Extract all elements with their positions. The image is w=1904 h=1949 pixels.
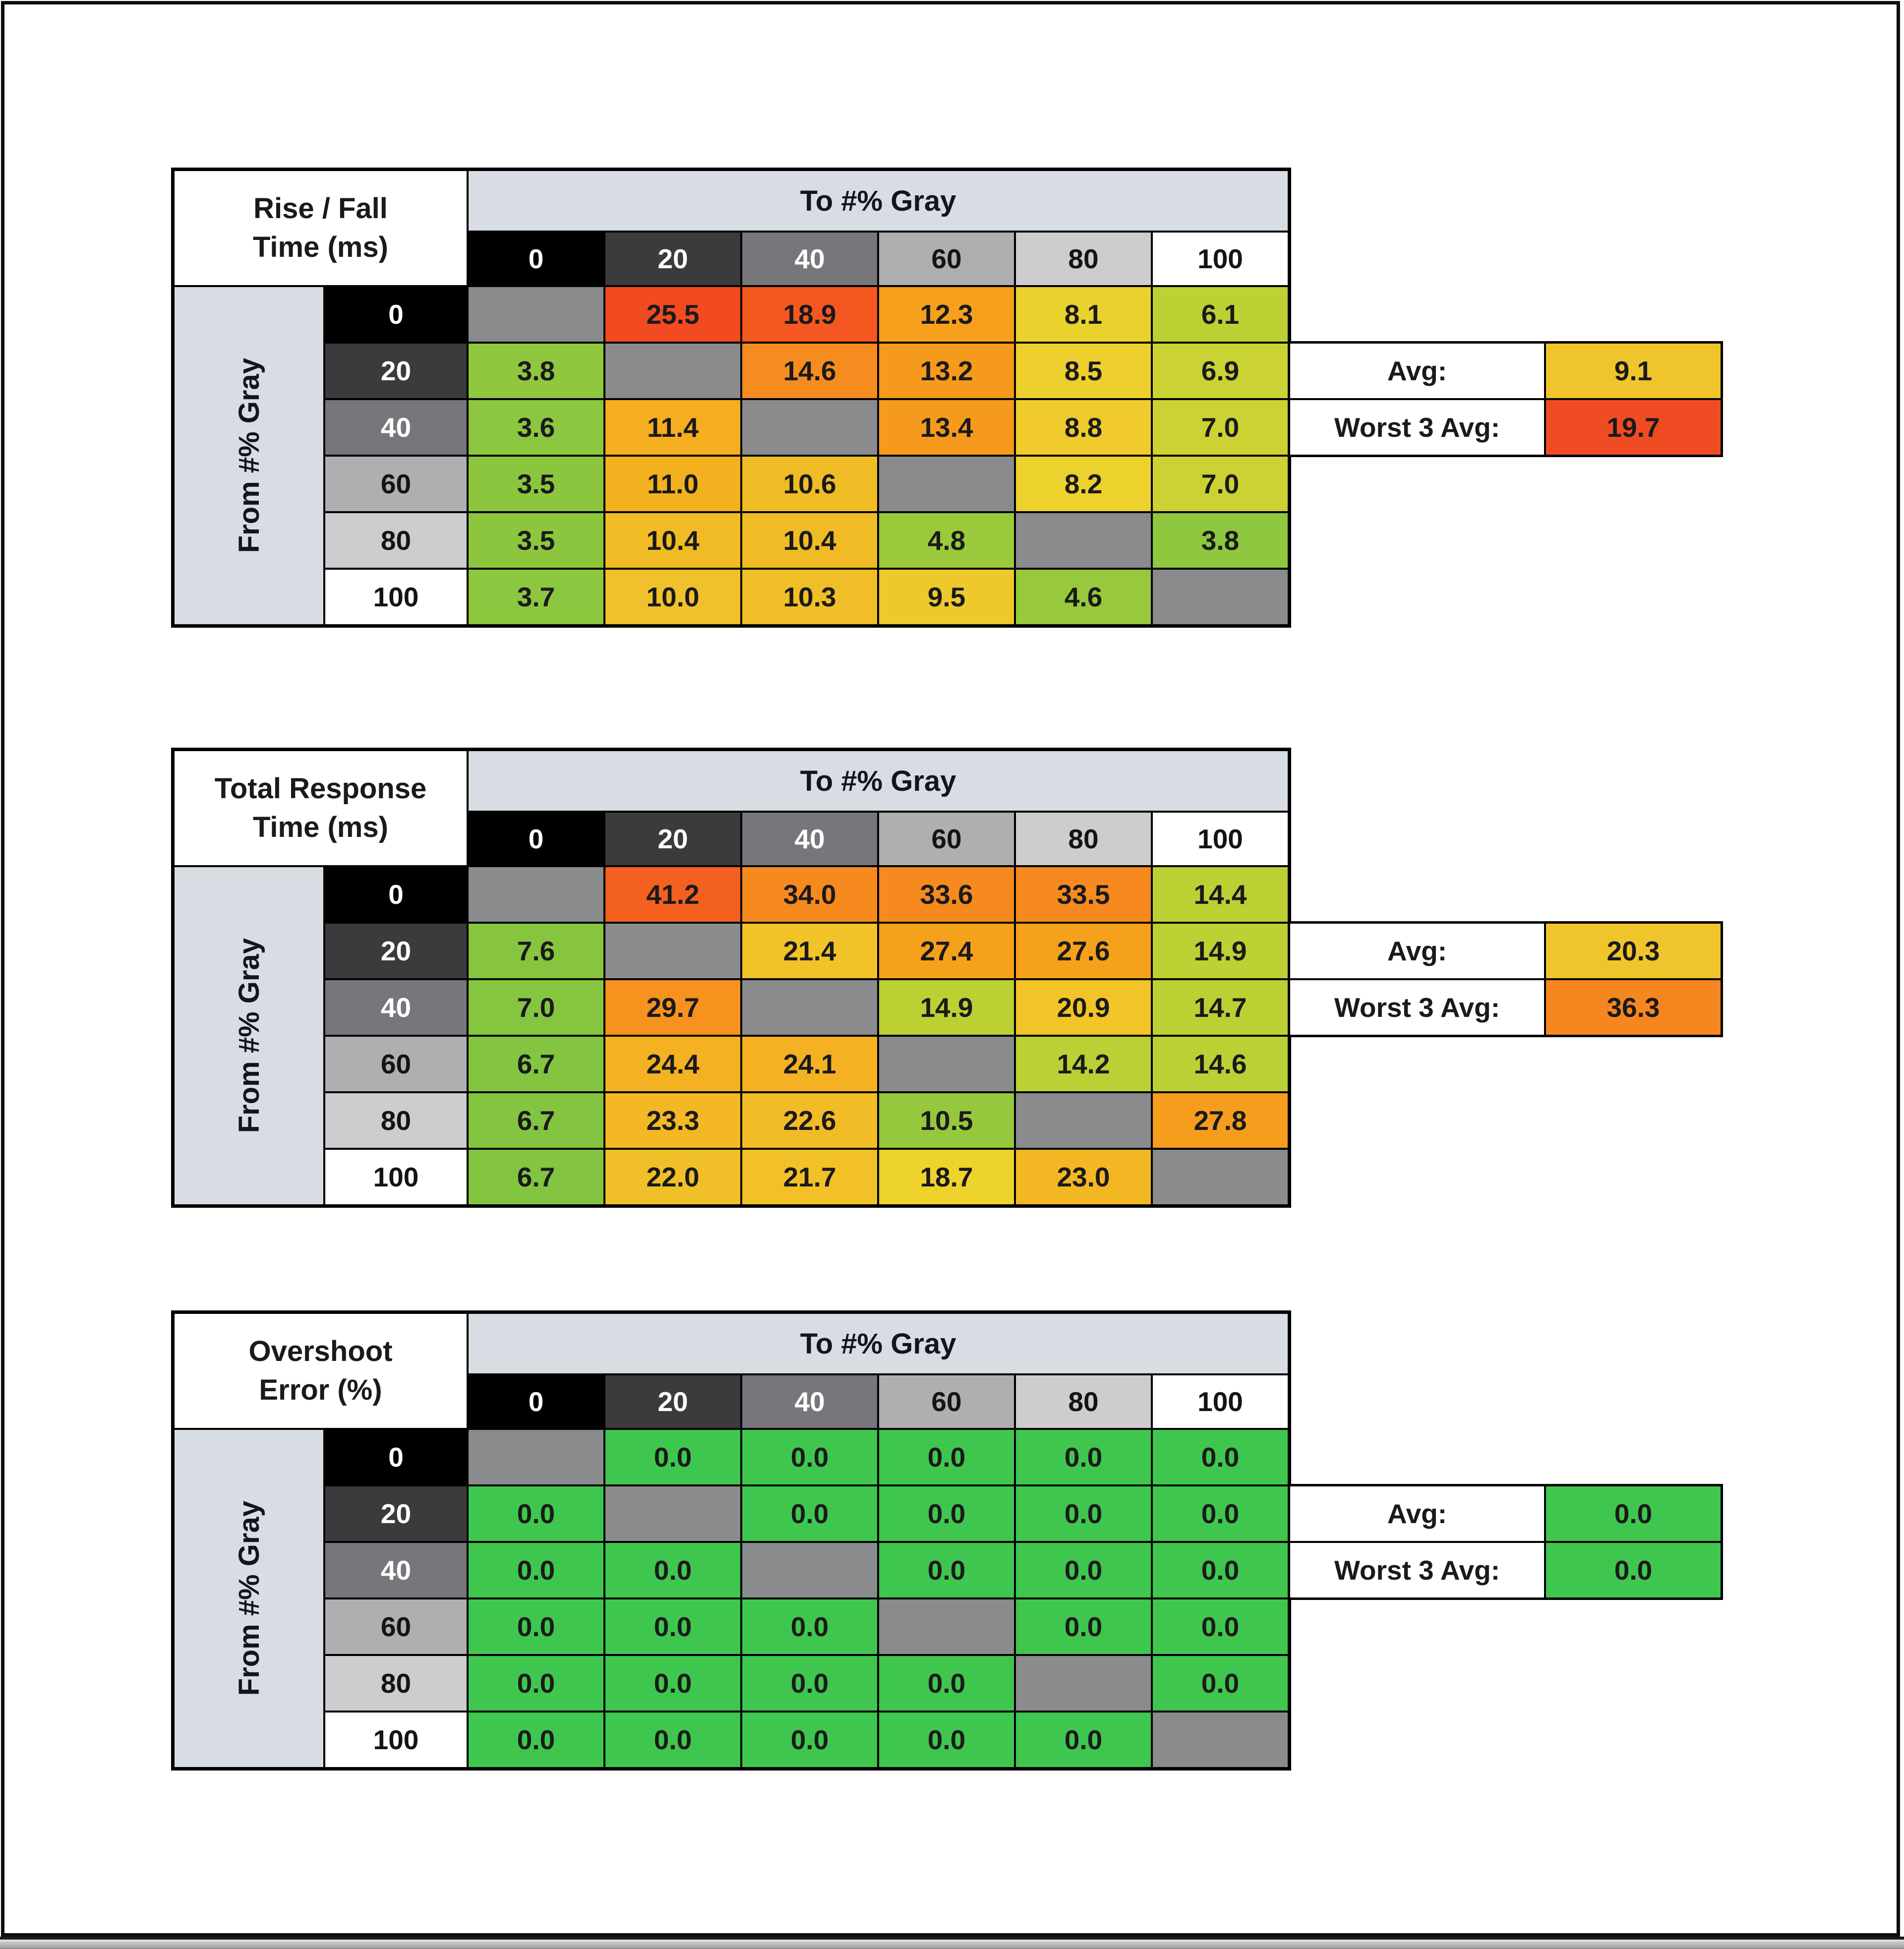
- gtg-value-cell: 0.0: [1016, 1543, 1151, 1597]
- col-header-60: 60: [879, 813, 1014, 865]
- col-header-40: 40: [742, 813, 877, 865]
- gtg-value-cell: 0.0: [1016, 1486, 1151, 1541]
- gtg-value-cell: 0.0: [605, 1543, 740, 1597]
- diagonal-cell: [742, 400, 877, 455]
- matrix-title-line2: Time (ms): [253, 811, 388, 843]
- gtg-value-cell: 14.2: [1016, 1037, 1151, 1091]
- row-header-100: 100: [325, 570, 467, 624]
- gtg-value-cell: 20.9: [1016, 980, 1151, 1035]
- summary-box: [1288, 1484, 1723, 1600]
- gtg-value-cell: 0.0: [742, 1430, 877, 1484]
- to-axis-label: To #% Gray: [469, 1314, 1288, 1373]
- gtg-value-cell: 13.4: [879, 400, 1014, 455]
- avg-value: 9.1: [1546, 344, 1721, 398]
- diagonal-cell: [879, 457, 1014, 511]
- gtg-value-cell: 22.6: [742, 1093, 877, 1148]
- gtg-value-cell: 0.0: [605, 1656, 740, 1711]
- from-axis-label: From #% Gray: [175, 1430, 323, 1767]
- gtg-value-cell: 25.5: [605, 287, 740, 342]
- diagonal-cell: [1153, 1150, 1288, 1204]
- gtg-value-cell: 0.0: [469, 1486, 603, 1541]
- from-axis-label: From #% Gray: [175, 867, 323, 1204]
- gtg-value-cell: 6.1: [1153, 287, 1288, 342]
- gtg-value-cell: 33.5: [1016, 867, 1151, 922]
- worst-avg-value: 36.3: [1546, 980, 1721, 1035]
- gtg-value-cell: 0.0: [605, 1713, 740, 1767]
- row-header-40: 40: [325, 980, 467, 1035]
- gtg-value-cell: 14.6: [742, 344, 877, 398]
- col-header-40: 40: [742, 233, 877, 285]
- col-header-20: 20: [605, 813, 740, 865]
- gtg-value-cell: 21.4: [742, 924, 877, 978]
- gtg-value-cell: 0.0: [1153, 1543, 1288, 1597]
- col-header-60: 60: [879, 1375, 1014, 1428]
- diagonal-cell: [605, 924, 740, 978]
- gtg-value-cell: 0.0: [742, 1656, 877, 1711]
- row-header-0: 0: [325, 1430, 467, 1484]
- avg-value: 20.3: [1546, 924, 1721, 978]
- gtg-value-cell: 27.4: [879, 924, 1014, 978]
- diagonal-cell: [469, 287, 603, 342]
- col-header-20: 20: [605, 233, 740, 285]
- row-header-100: 100: [325, 1713, 467, 1767]
- row-header-60: 60: [325, 1599, 467, 1654]
- gtg-value-cell: 29.7: [605, 980, 740, 1035]
- from-axis-label: From #% Gray: [175, 287, 323, 624]
- gtg-value-cell: 0.0: [469, 1656, 603, 1711]
- matrix-title: [175, 1314, 467, 1428]
- gtg-value-cell: 3.8: [469, 344, 603, 398]
- row-header-60: 60: [325, 1037, 467, 1091]
- gtg-value-cell: 0.0: [605, 1430, 740, 1484]
- gtg-value-cell: 6.7: [469, 1037, 603, 1091]
- matrix-title-line1: Total Response: [214, 772, 427, 805]
- gtg-value-cell: 4.8: [879, 513, 1014, 568]
- gtg-value-cell: 10.5: [879, 1093, 1014, 1148]
- gtg-value-cell: 4.6: [1016, 570, 1151, 624]
- diagonal-cell: [1016, 513, 1151, 568]
- gtg-value-cell: 7.0: [469, 980, 603, 1035]
- gtg-value-cell: 3.5: [469, 513, 603, 568]
- col-header-40: 40: [742, 1375, 877, 1428]
- summary-box: [1288, 341, 1723, 457]
- summary-box: [1288, 921, 1723, 1037]
- row-header-80: 80: [325, 513, 467, 568]
- overshoot-matrix: [171, 1310, 1291, 1771]
- diagonal-cell: [879, 1037, 1014, 1091]
- gtg-value-cell: 9.5: [879, 570, 1014, 624]
- to-axis-label: To #% Gray: [469, 171, 1288, 231]
- col-header-20: 20: [605, 1375, 740, 1428]
- diagonal-cell: [742, 1543, 877, 1597]
- gtg-value-cell: 18.7: [879, 1150, 1014, 1204]
- row-header-0: 0: [325, 287, 467, 342]
- row-header-20: 20: [325, 924, 467, 978]
- gtg-value-cell: 33.6: [879, 867, 1014, 922]
- gtg-value-cell: 0.0: [1153, 1430, 1288, 1484]
- gtg-value-cell: 7.6: [469, 924, 603, 978]
- window-bottom-scrollbar[interactable]: [0, 1937, 1904, 1949]
- worst-avg-value: 0.0: [1546, 1543, 1721, 1597]
- gtg-value-cell: 10.0: [605, 570, 740, 624]
- gtg-value-cell: 3.6: [469, 400, 603, 455]
- col-header-80: 80: [1016, 1375, 1151, 1428]
- row-header-80: 80: [325, 1656, 467, 1711]
- row-header-20: 20: [325, 344, 467, 398]
- avg-label: Avg:: [1290, 1486, 1544, 1541]
- gtg-value-cell: 23.0: [1016, 1150, 1151, 1204]
- col-header-60: 60: [879, 233, 1014, 285]
- diagonal-cell: [879, 1599, 1014, 1654]
- gtg-value-cell: 24.1: [742, 1037, 877, 1091]
- gtg-value-cell: 0.0: [879, 1713, 1014, 1767]
- col-header-0: 0: [469, 233, 603, 285]
- gtg-value-cell: 8.8: [1016, 400, 1151, 455]
- gtg-value-cell: 0.0: [1153, 1486, 1288, 1541]
- gtg-value-cell: 23.3: [605, 1093, 740, 1148]
- col-header-80: 80: [1016, 233, 1151, 285]
- gtg-value-cell: 0.0: [1153, 1599, 1288, 1654]
- gtg-value-cell: 0.0: [469, 1543, 603, 1597]
- gtg-value-cell: 22.0: [605, 1150, 740, 1204]
- col-header-100: 100: [1153, 233, 1288, 285]
- gtg-value-cell: 6.7: [469, 1093, 603, 1148]
- row-header-20: 20: [325, 1486, 467, 1541]
- gtg-value-cell: 27.8: [1153, 1093, 1288, 1148]
- gtg-value-cell: 14.6: [1153, 1037, 1288, 1091]
- gtg-value-cell: 0.0: [1153, 1656, 1288, 1711]
- worst-avg-value: 19.7: [1546, 400, 1721, 455]
- gtg-value-cell: 14.9: [879, 980, 1014, 1035]
- gtg-value-cell: 0.0: [742, 1486, 877, 1541]
- gtg-value-cell: 11.0: [605, 457, 740, 511]
- worst-avg-label: Worst 3 Avg:: [1290, 400, 1544, 455]
- row-header-60: 60: [325, 457, 467, 511]
- matrix-title: [175, 171, 467, 285]
- gtg-value-cell: 0.0: [879, 1543, 1014, 1597]
- gtg-value-cell: 0.0: [879, 1486, 1014, 1541]
- diagonal-cell: [605, 344, 740, 398]
- gtg-value-cell: 0.0: [605, 1599, 740, 1654]
- gtg-value-cell: 3.5: [469, 457, 603, 511]
- gtg-value-cell: 0.0: [1016, 1713, 1151, 1767]
- row-header-80: 80: [325, 1093, 467, 1148]
- col-header-0: 0: [469, 813, 603, 865]
- row-header-0: 0: [325, 867, 467, 922]
- row-header-100: 100: [325, 1150, 467, 1204]
- diagonal-cell: [1016, 1093, 1151, 1148]
- gtg-value-cell: 0.0: [879, 1656, 1014, 1711]
- gtg-value-cell: 6.9: [1153, 344, 1288, 398]
- gtg-value-cell: 3.8: [1153, 513, 1288, 568]
- worst-avg-label: Worst 3 Avg:: [1290, 1543, 1544, 1597]
- col-header-100: 100: [1153, 813, 1288, 865]
- gtg-value-cell: 41.2: [605, 867, 740, 922]
- diagonal-cell: [1153, 570, 1288, 624]
- to-axis-label: To #% Gray: [469, 751, 1288, 811]
- gtg-value-cell: 7.0: [1153, 400, 1288, 455]
- total-response-matrix: [171, 748, 1291, 1208]
- avg-label: Avg:: [1290, 344, 1544, 398]
- matrix-title-line1: Overshoot: [248, 1335, 393, 1367]
- row-header-40: 40: [325, 1543, 467, 1597]
- gtg-value-cell: 0.0: [469, 1713, 603, 1767]
- col-header-0: 0: [469, 1375, 603, 1428]
- gtg-value-cell: 0.0: [742, 1599, 877, 1654]
- gtg-value-cell: 34.0: [742, 867, 877, 922]
- gtg-value-cell: 0.0: [469, 1599, 603, 1654]
- diagonal-cell: [1016, 1656, 1151, 1711]
- gtg-value-cell: 10.6: [742, 457, 877, 511]
- gtg-value-cell: 11.4: [605, 400, 740, 455]
- col-header-100: 100: [1153, 1375, 1288, 1428]
- gtg-value-cell: 10.3: [742, 570, 877, 624]
- worst-avg-label: Worst 3 Avg:: [1290, 980, 1544, 1035]
- gtg-value-cell: 8.5: [1016, 344, 1151, 398]
- row-header-40: 40: [325, 400, 467, 455]
- gtg-value-cell: 12.3: [879, 287, 1014, 342]
- gtg-value-cell: 18.9: [742, 287, 877, 342]
- gtg-value-cell: 0.0: [1016, 1599, 1151, 1654]
- gtg-value-cell: 14.4: [1153, 867, 1288, 922]
- gtg-value-cell: 14.9: [1153, 924, 1288, 978]
- col-header-80: 80: [1016, 813, 1151, 865]
- diagonal-cell: [742, 980, 877, 1035]
- gtg-value-cell: 27.6: [1016, 924, 1151, 978]
- gtg-value-cell: 14.7: [1153, 980, 1288, 1035]
- diagonal-cell: [469, 867, 603, 922]
- diagonal-cell: [469, 1430, 603, 1484]
- gtg-value-cell: 8.2: [1016, 457, 1151, 511]
- gtg-value-cell: 0.0: [879, 1430, 1014, 1484]
- gtg-value-cell: 7.0: [1153, 457, 1288, 511]
- gtg-value-cell: 8.1: [1016, 287, 1151, 342]
- gtg-value-cell: 10.4: [605, 513, 740, 568]
- diagonal-cell: [1153, 1713, 1288, 1767]
- matrix-title-line1: Rise / Fall: [253, 192, 388, 225]
- matrix-title-line2: Error (%): [259, 1374, 382, 1406]
- avg-value: 0.0: [1546, 1486, 1721, 1541]
- avg-label: Avg:: [1290, 924, 1544, 978]
- gtg-value-cell: 6.7: [469, 1150, 603, 1204]
- matrix-title: [175, 751, 467, 865]
- matrix-title-line2: Time (ms): [253, 231, 388, 263]
- gtg-value-cell: 13.2: [879, 344, 1014, 398]
- rise-fall-matrix: [171, 168, 1291, 628]
- gtg-value-cell: 24.4: [605, 1037, 740, 1091]
- gtg-value-cell: 0.0: [1016, 1430, 1151, 1484]
- gtg-value-cell: 0.0: [742, 1713, 877, 1767]
- diagonal-cell: [605, 1486, 740, 1541]
- gtg-value-cell: 3.7: [469, 570, 603, 624]
- gtg-value-cell: 21.7: [742, 1150, 877, 1204]
- gtg-value-cell: 10.4: [742, 513, 877, 568]
